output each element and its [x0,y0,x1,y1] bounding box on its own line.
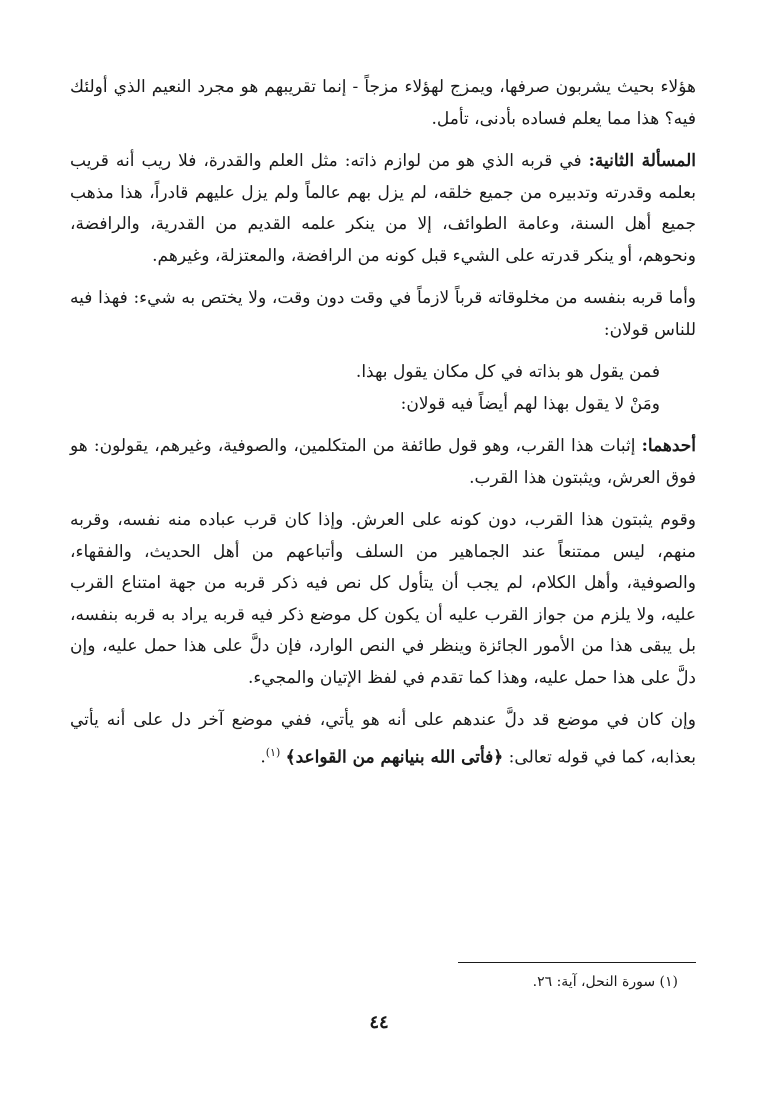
quote-block [70,357,696,420]
page-body [70,72,696,785]
first-opinion-heading: أحدهما: [641,436,697,456]
paragraph-6 [70,705,696,774]
paragraph-3-text: وأما قربه بنفسه من مخلوقاته قرباً لازماً في وقت دون وقت، ولا يختص به شيء: فهذا فيه للناس قولان: [70,288,696,340]
quran-verse: ﴿فأتى الله بنيانهم من القواعد﴾ [285,747,504,768]
paragraph-3 [70,283,696,346]
paragraph-1-text: هؤلاء بحيث يشربون صرفها، ويمزج لهؤلاء مزجاً - إنما تقريبهم هو مجرد النعيم الذي أولئك فيه؟ هذا مما يعلم فساده بأدنى، تأمل. [70,77,696,129]
paragraph-4-text: إثبات هذا القرب، وهو قول طائفة من المتكلمين، والصوفية، وغيرهم، يقولون: هو فوق العرش، ويثبتون هذا القرب. [70,436,696,488]
footnote-reference[interactable]: (١) [265,745,281,759]
paragraph-1 [70,72,696,135]
quote-line-1: فمن يقول هو بذاته في كل مكان يقول بهذا. [355,362,660,382]
quote-line-2: ومَنْ لا يقول بهذا لهم أيضاً فيه قولان: [400,393,660,414]
paragraph-5 [70,505,696,694]
footnote-divider [458,962,696,963]
paragraph-2-text: في قربه الذي هو من لوازم ذاته: مثل العلم والقدرة، فلا ريب أنه قريب بعلمه وقدرته وتدبيره من جميع خلقه، لم يزل بهم عالماً ولم يزل عليهم قادراً، هذا مذهب جميع أهل السنة، وعامة الطوائف، إلا من ينكر علمه القديم من القدرية، والرافضة، ونحوهم، أو ينكر قدرته على الشيء قبل كونه من الرافضة، والمعتزلة، وغيرهم. [70,151,696,266]
paragraph-4 [70,431,696,494]
footnote: (١) سورة النحل، آية: ٢٦. [532,974,678,990]
paragraph-2 [70,146,696,272]
paragraph-6-text: وإن كان في موضع قد دلَّ عندهم على أنه هو يأتي، ففي موضع آخر دل على أنه يأتي بعذابه، كما في قوله تعالى: [70,710,696,768]
page-number: ٤٤ [369,1012,389,1033]
issue-two-heading: المسألة الثانية: [588,151,696,171]
paragraph-5-text: وقوم يثبتون هذا القرب، دون كونه على العرش. وإذا كان قرب عباده منه نفسه، وقربه منهم، ليس ممتنعاً عند الجماهير من السلف وأتباعهم من أهل الحديث، والفقهاء، والصوفية، وأهل الكلام، لم يجب أن يتأول كل نص فيه ذكر قربه من جهة امتناع القرب عليه، ولا يلزم من جواز القرب عليه أن يكون كل موضع ذكر فيه قربه يراد به قربه بنفسه، بل يبقى هذا من الأمور الجائزة وينظر في النص الوارد، فإن دلَّ على هذا حمل عليه، وإن دلَّ على هذا حمل عليه، وهذا كما تقدم في لفظ الإتيان والمجيء. [70,510,696,688]
paragraph-6-end: . [260,747,266,768]
